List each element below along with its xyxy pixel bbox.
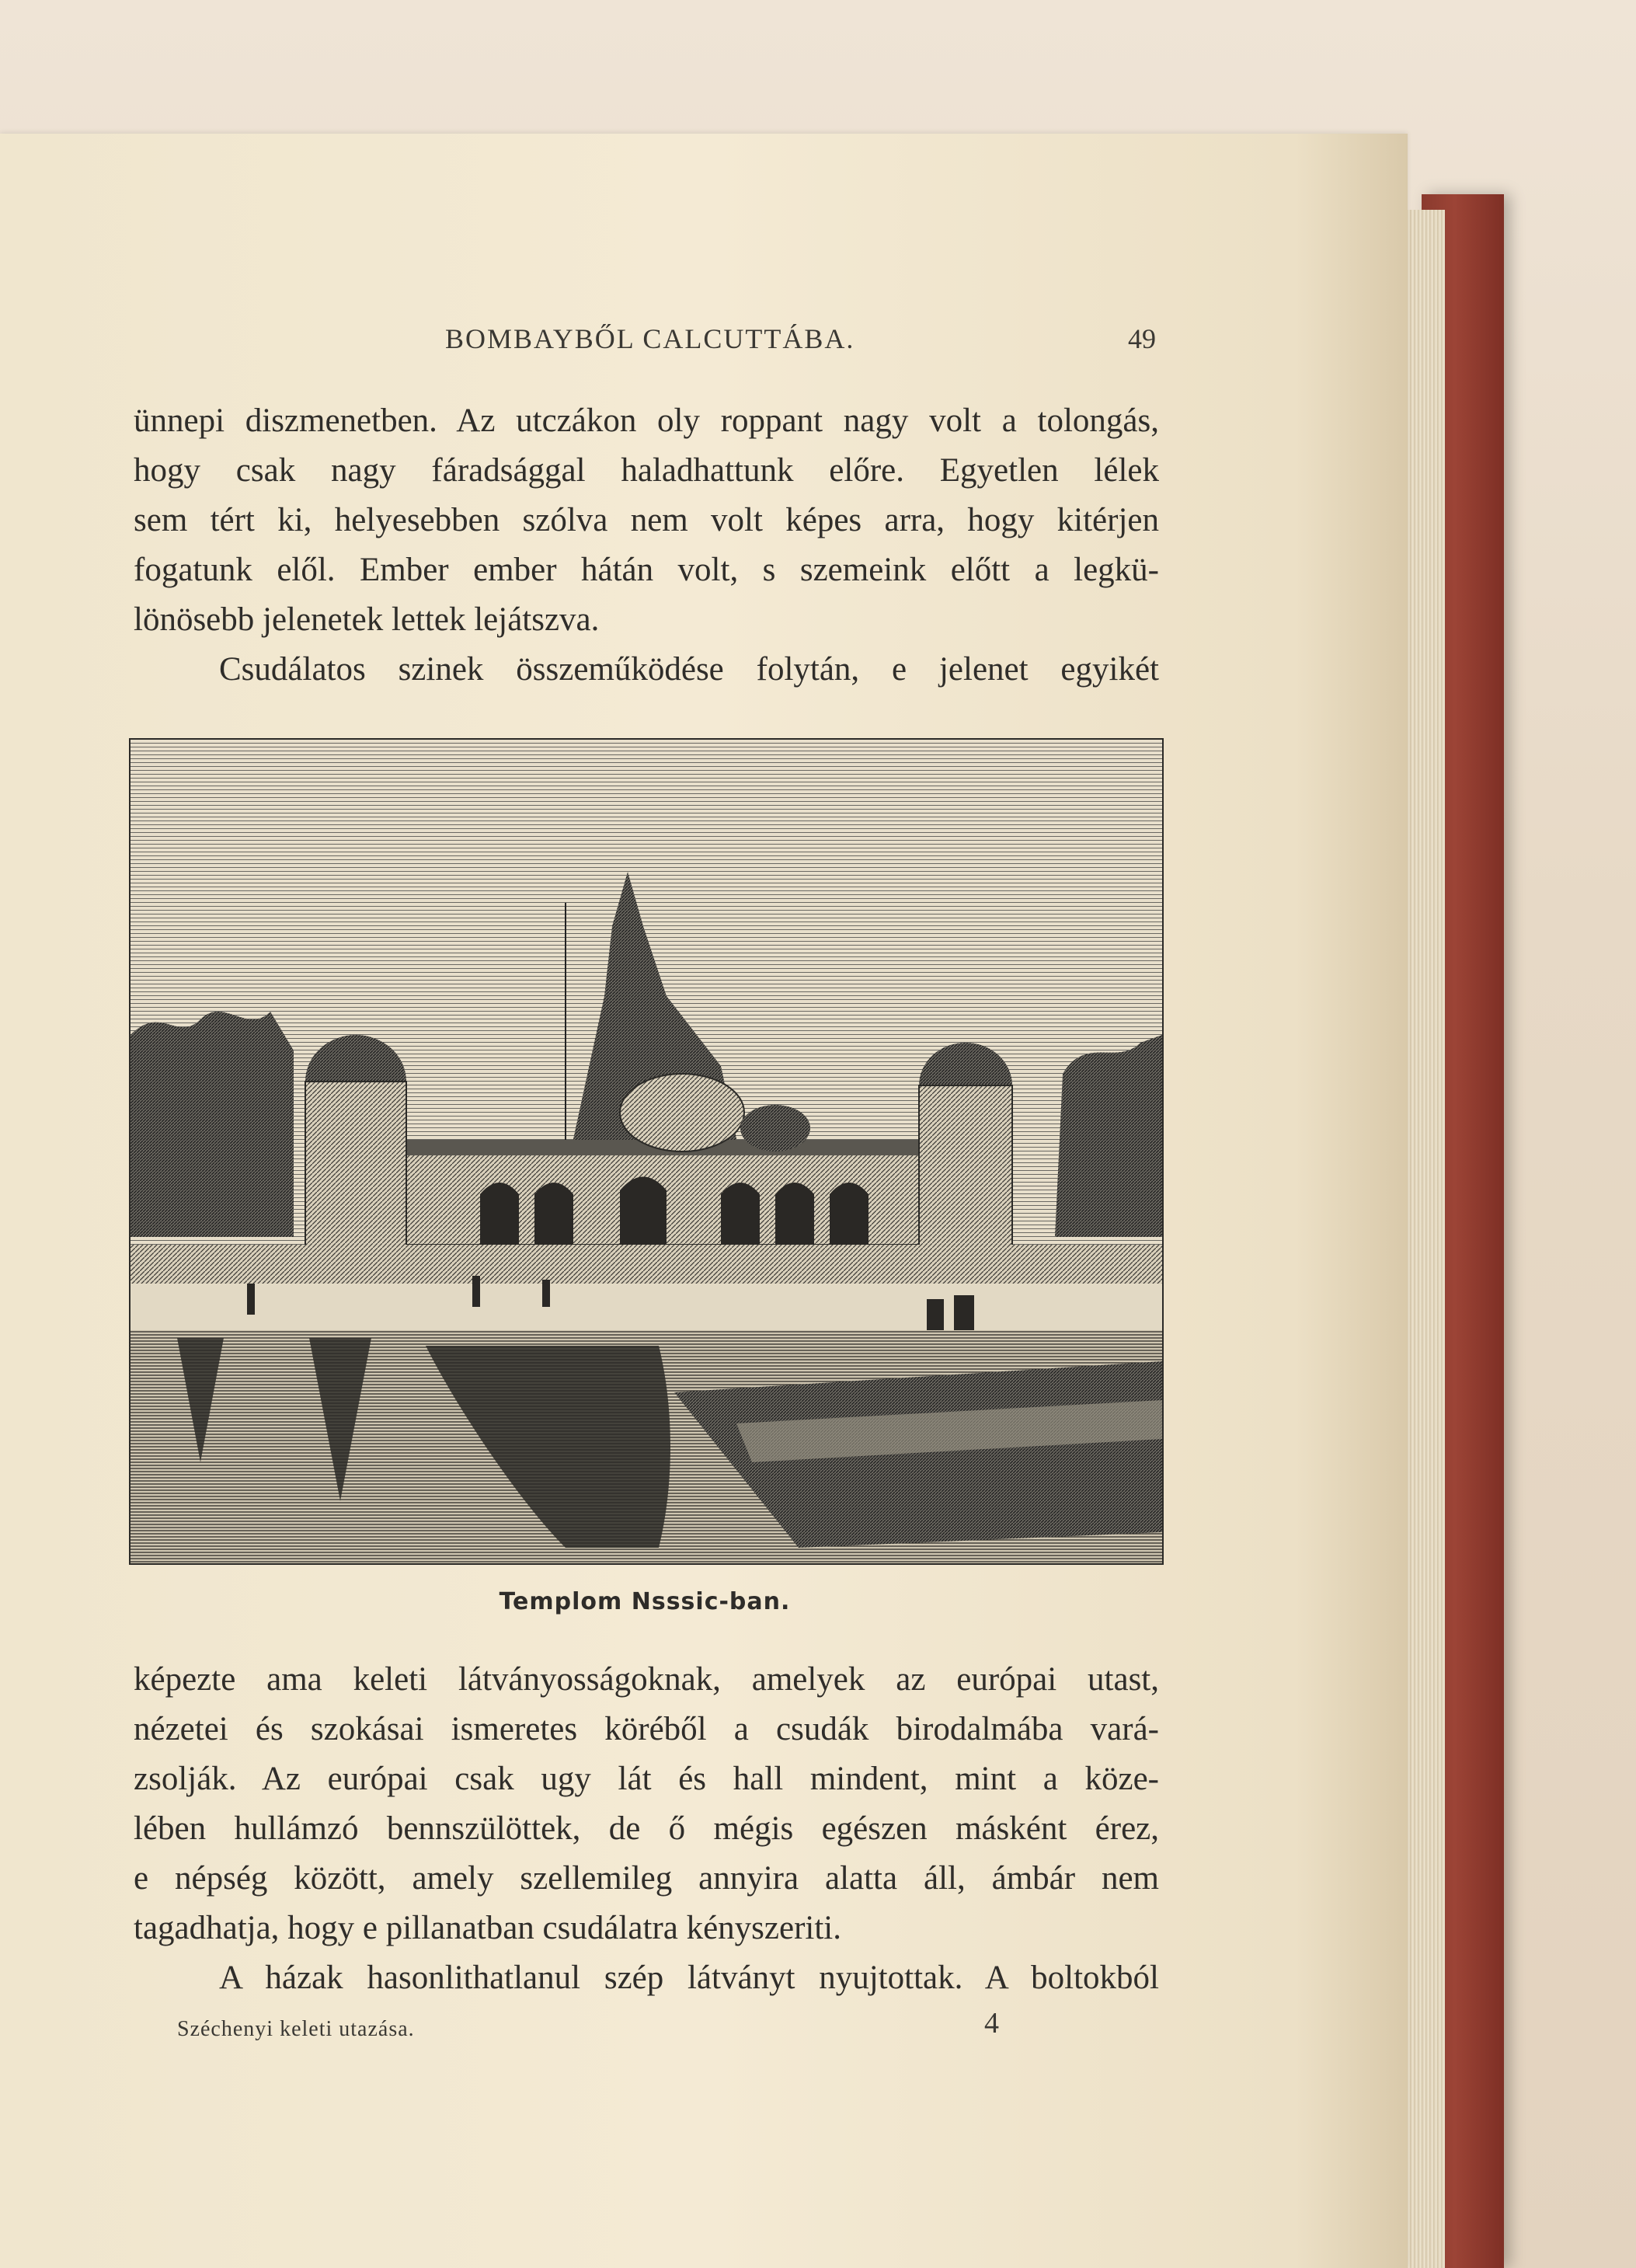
text-line: képezte ama keleti látványosságoknak, amelyek az európai utast,: [134, 1661, 1159, 1698]
trees-left: [131, 1012, 294, 1237]
text-line: sem tért ki, helyesebben szólva nem volt képes arra, hogy kitérjen: [134, 502, 1159, 538]
trees-right: [1055, 1035, 1162, 1237]
paragraph-1: [134, 396, 1159, 695]
text-line: nézetei és szokásai ismeretes köréből a csudák birodalmába vará-: [134, 1711, 1159, 1747]
text-line: Csudálatos szinek összeműködése folytán, e jelenet egyikét: [219, 651, 1159, 688]
text-line: A házak hasonlithatlanul szép látványt nyujtottak. A boltokból: [219, 1960, 1159, 1996]
running-head: BOMBAYBŐL CALCUTTÁBA.: [445, 323, 855, 354]
text-line: lönösebb jelenetek lettek lejátszva.: [134, 601, 600, 638]
page-number: 49: [1128, 323, 1156, 354]
temple-illustration: [131, 740, 1162, 1563]
text-line: lében hullámzó bennszülöttek, de ő mégis egészen másként érez,: [134, 1810, 1159, 1847]
figure-caption: Templom Nsssic-ban.: [499, 1588, 791, 1615]
text-line: tagadhatja, hogy e pillanatban csudálatra kényszeriti.: [134, 1910, 841, 1946]
signature-mark: 4: [984, 2007, 999, 2040]
paragraph-2: [134, 1655, 1159, 2003]
book-title-footer: Széchenyi keleti utazása.: [177, 2017, 415, 2041]
text-line: e népség között, amely szellemileg annyira alatta áll, ámbár nem: [134, 1860, 1159, 1897]
text-line: zsolják. Az európai csak ugy lát és hall mindent, mint a köze-: [134, 1761, 1159, 1797]
temple-engraving: [129, 738, 1164, 1565]
text-line: fogatunk elől. Ember ember hátán volt, s szemeink előtt a legkü-: [134, 552, 1159, 588]
text-line: hogy csak nagy fáradsággal haladhattunk előre. Egyetlen lélek: [134, 452, 1159, 489]
text-line: ünnepi diszmenetben. Az utczákon oly roppant nagy volt a tolongás,: [134, 402, 1159, 439]
